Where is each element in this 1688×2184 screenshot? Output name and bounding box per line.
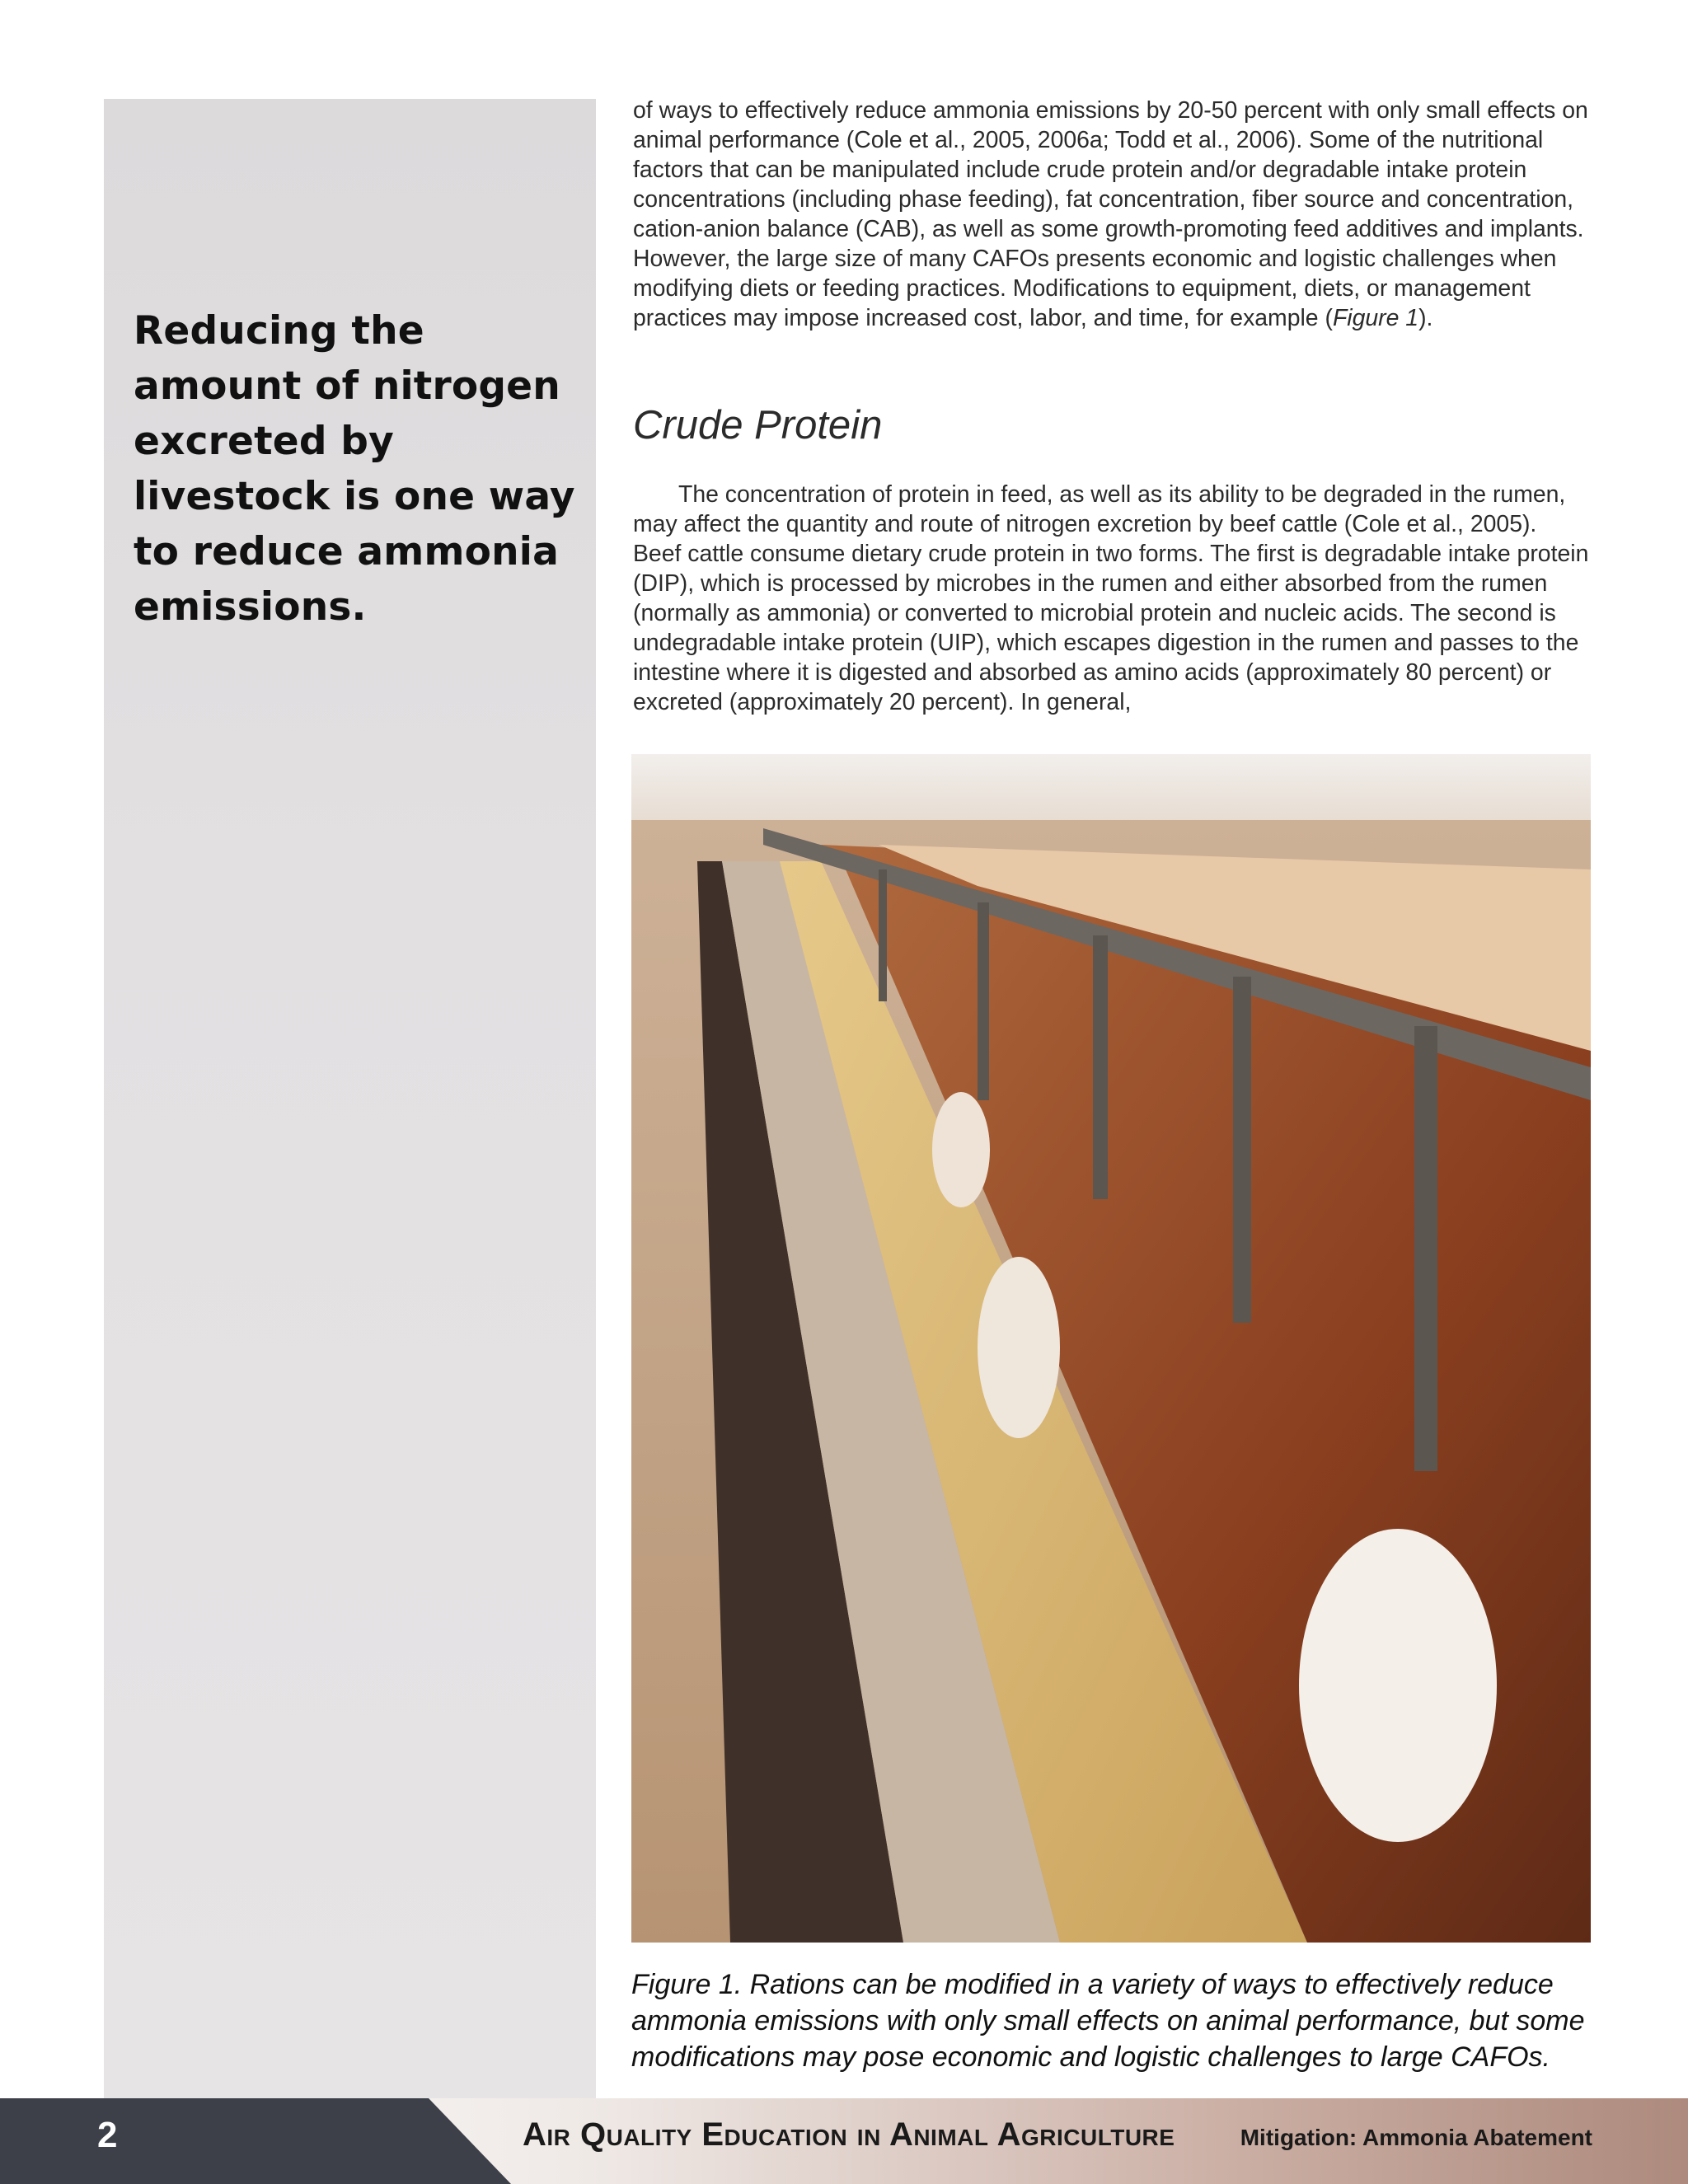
figure-reference: Figure 1	[1332, 305, 1419, 331]
cattle-feedlot-photo	[631, 754, 1591, 1943]
feedlot-illustration	[631, 754, 1591, 1943]
paragraph-end: ).	[1418, 305, 1433, 331]
section-heading: Crude Protein	[633, 403, 883, 448]
series-title: Air Quality Education in Animal Agriculture	[523, 2116, 1175, 2153]
footer-dark-tab	[0, 2098, 511, 2184]
figure-caption: Figure 1. Rations can be modified in a variety of ways to effectively reduce ammonia emissions with only small effects on animal performance, but some modifications may pose economic and logistic challenges to large CAFOs.	[631, 1969, 1585, 2073]
paragraph-text: The concentration of protein in feed, as well as its ability to be degraded in the rumen, may affect the quantity and route of nitrogen excretion by beef cattle (Cole et al., 2005). Beef cattle consume dietary crude protein in two forms. The first is degradable intake protein (DIP), which is processed by microbes in the rumen and either absorbed from the rumen (normally as ammonia) or converted to microbial protein and nucleic acids. The second is undegradable intake protein (UIP), which escapes digestion in the rumen and passes to the intestine where it is digested and absorbed as amino acids (approximately 80 percent) or excreted (approximately 20 percent). In general,	[633, 481, 1589, 715]
page-footer	[0, 2098, 1688, 2184]
section-title: Mitigation: Ammonia Abatement	[1240, 2125, 1592, 2150]
pull-quote: Reducing the amount of nitrogen excreted by livestock is one way to reduce ammonia emissions.	[134, 308, 575, 630]
body-paragraph-crude-protein	[633, 480, 1591, 717]
body-paragraph-intro	[633, 96, 1591, 333]
paragraph-text: of ways to effectively reduce ammonia emissions by 20-50 percent with only small effects on animal performance (Cole et al., 2005, 2006a; Todd et al., 2006). Some of the nutritional factors that can be manipulated include crude protein and/or degradable intake protein concentrations (including phase feeding), fat concentration, fiber source and concentration, cation-anion balance (CAB), as well as some growth-promoting feed additives and implants. However, the large size of many CAFOs presents economic and logistic challenges when modifying diets or feeding practices. Modifications to equipment, diets, or management practices may impose increased cost, labor, and time, for example (	[633, 97, 1588, 331]
page-number: 2	[97, 2115, 118, 2155]
